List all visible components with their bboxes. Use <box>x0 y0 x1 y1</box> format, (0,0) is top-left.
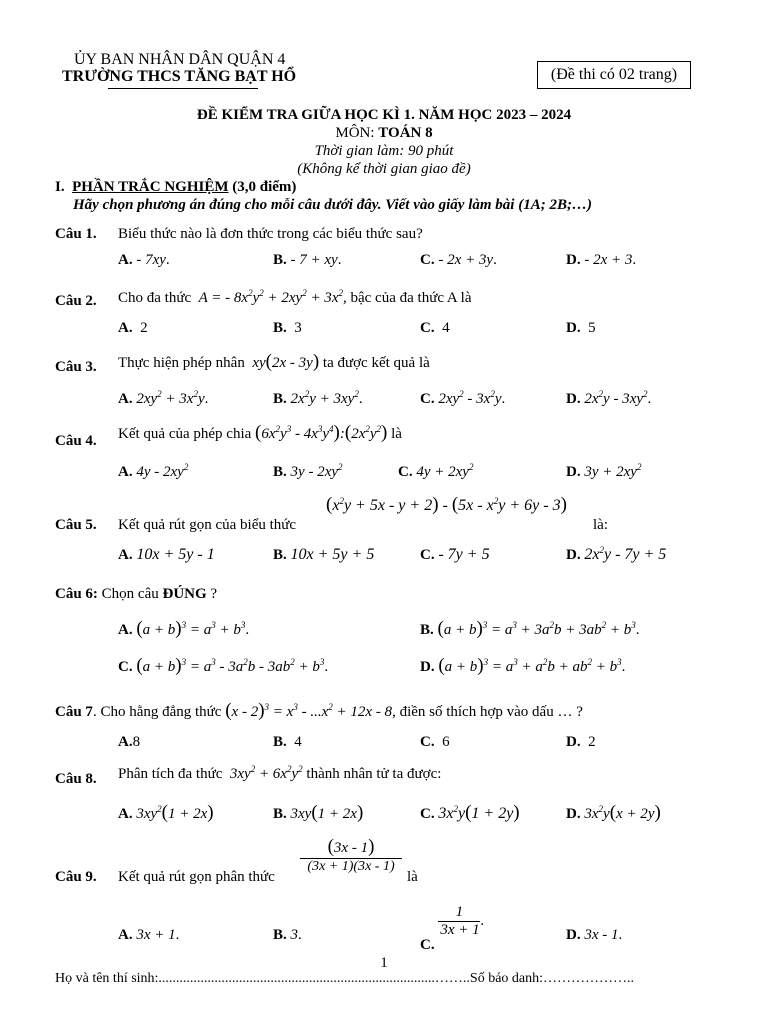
q9-option-b: B. 3. <box>273 927 302 943</box>
q3-option-c: C. $2xy^2 - 3x^2y$. <box>420 389 506 407</box>
q5-option-d: D. $2x^2y - 7y + 5$ <box>566 545 667 563</box>
q4-option-a: A. $4y - 2xy^2$ <box>118 462 189 480</box>
section1-instruction: Hãy chọn phương án đúng cho mỗi câu dưới đây. Viết vào giấy làm bài (1A; 2B;…) <box>73 197 592 213</box>
q8-polynomial: $3xy^2 + 6x^2y^2$ <box>226 764 303 782</box>
q5-text-after: là: <box>593 517 608 533</box>
q5-option-c: C. - 7y + 5 <box>420 546 490 563</box>
q7-option-c: C. 6 <box>420 734 450 750</box>
q7-option-a: A.8 <box>118 734 141 750</box>
q2-option-d: D. 5 <box>566 320 596 336</box>
q3-label: Câu 3. <box>55 359 97 375</box>
q4-label: Câu 4. <box>55 433 97 449</box>
student-info-line: Họ và tên thí sinh:...............................................................................……..Số báo danh:……………….. <box>55 971 635 986</box>
section1-points: (3,0 điểm) <box>228 179 297 195</box>
q8-text: Phân tích đa thức $3xy^2 + 6x^2y^2$ thành nhân tử ta được: <box>118 764 442 782</box>
q5-option-b: B. 10x + 5y + 5 <box>273 546 375 563</box>
q9-option-d: D. 3x - 1. <box>566 927 623 943</box>
q6-option-c: C. $(a + b)^3 = a^3 - 3a^2b - 3ab^2 + b^3$. <box>118 655 329 676</box>
q9-label: Câu 9. <box>55 869 97 885</box>
q8-option-c: C. $3x^2y(1 + 2y)$ <box>420 802 520 823</box>
subject-name: TOÁN 8 <box>378 125 433 141</box>
q1-label: Câu 1. <box>55 226 97 242</box>
q1-option-b: B. - 7 + xy. <box>273 252 342 268</box>
section1-title: PHẦN TRẮC NGHIỆM <box>72 179 229 195</box>
q5-text: Kết quả rút gọn của biểu thức <box>118 517 297 533</box>
q8-option-d: D. $3x^2y(x + 2y)$ <box>566 802 661 823</box>
q4-expression: ($6x^2y^3$ - $4x^3y^4):(2x^2y^2)$ <box>255 422 388 443</box>
q2-text: Cho đa thức A = - $8x^2y^2 + 2xy^2 + 3x^2$, bậc của đa thức A là <box>118 288 472 306</box>
q1-text: Biểu thức nào là đơn thức trong các biểu thức sau? <box>118 226 423 242</box>
q3-expression: xy(2x - 3y) <box>252 351 320 372</box>
q4-option-b: B. $3y - 2xy^2$ <box>273 462 343 480</box>
q9-fraction: $\frac{(3x - 1)}{(3x + 1)(3x - 1)}$ <box>300 836 402 875</box>
q7-label: Câu 7 <box>55 704 93 720</box>
q9-option-c: C. $\frac{1}{3x + 1}$ . <box>420 904 485 953</box>
committee-name: ỦY BAN NHÂN DÂN QUẬN 4 <box>74 51 286 68</box>
q7-option-b: B. 4 <box>273 734 302 750</box>
school-underline <box>108 88 258 89</box>
q1-option-d: D. - 2x + 3. <box>566 252 637 268</box>
q3-option-a: A. $2xy^2 + 3x^2y$. <box>118 389 209 407</box>
q7-option-d: D. 2 <box>566 734 596 750</box>
q7-identity: $(x - 2)^3 = x^3 - ...x^2 + 12x - 8$ <box>225 700 393 721</box>
q6-option-b: B. $(a + b)^3 = a^3 + 3a^2b + 3ab^2 + b^3$. <box>420 618 640 639</box>
q8-label: Câu 8. <box>55 771 97 787</box>
exam-title: ĐỀ KIỂM TRA GIỮA HỌC KÌ 1. NĂM HỌC 2023 – 2024 <box>196 107 572 123</box>
q8-option-a: A. $3xy^2(1 + 2x)$ <box>118 802 214 823</box>
q8-option-b: B. 3xy(1 + 2x) <box>273 802 364 823</box>
q9-option-a: A. 3x + 1. <box>118 927 180 943</box>
q2-polynomial: A = - $8x^2y^2 + 2xy^2 + 3x^2$ <box>194 288 343 306</box>
q1-option-c: C. - 2x + 3y. <box>420 252 497 268</box>
exam-time-note: (Không kể thời gian giao đề) <box>297 161 471 177</box>
subject-label: MÔN: <box>335 125 379 141</box>
exam-subject <box>0 125 768 142</box>
q2-option-b: B. 3 <box>273 320 302 336</box>
q6-option-a: A. $(a + b)^3 = a^3 + b^3$. <box>118 618 250 639</box>
exam-time: Thời gian làm: 90 phút <box>314 143 454 159</box>
q2-option-c: C. 4 <box>420 320 450 336</box>
q7-line: Câu 7. Cho hằng đẳng thức $(x - 2)^3 = x^3 - ...x^2 + 12x - 8$, điền số thích hợp vào dấu … ? <box>55 700 583 721</box>
page-number: 1 <box>380 955 388 971</box>
q6-label: Câu 6: <box>55 586 98 602</box>
q5-label: Câu 5. <box>55 517 97 533</box>
q4-option-d: D. $3y + 2xy^2$ <box>566 462 642 480</box>
q9-text-after: là <box>407 869 418 885</box>
q6-line: Câu 6: Chọn câu ĐÚNG ? <box>55 586 218 602</box>
section1-heading <box>55 179 296 196</box>
q4-text: Kết quả của phép chia ($6x^2y^3$ - $4x^3y^4):(2x^2y^2)$ là <box>118 422 402 443</box>
q2-option-a: A. 2 <box>118 320 148 336</box>
q4-option-c: C. $4y + 2xy^2$ <box>398 462 474 480</box>
q2-label: Câu 2. <box>55 293 97 309</box>
section1-number: I. <box>55 179 65 195</box>
q9-text: Kết quả rút gọn phân thức <box>118 869 275 885</box>
school-name: TRƯỜNG THCS TĂNG BẠT HỔ <box>62 68 297 85</box>
pages-note-box: (Đề thi có 02 trang) <box>537 61 691 89</box>
q3-option-d: D. $2x^2y - 3xy^2$. <box>566 389 652 407</box>
q5-option-a: A. 10x + 5y - 1 <box>118 546 215 563</box>
q5-expression: $(x^2y + 5x - y + 2) - (5x - x^2y + 6y - 3)$ <box>326 494 567 515</box>
q1-option-a: A. - 7xy. <box>118 252 170 268</box>
q3-option-b: B. $2x^2y + 3xy^2$. <box>273 389 363 407</box>
q6-option-d: D. $(a + b)^3 = a^3 + a^2b + ab^2 + b^3$. <box>420 655 626 676</box>
q3-text: Thực hiện phép nhân xy(2x - 3y) ta được kết quả là <box>118 351 430 372</box>
